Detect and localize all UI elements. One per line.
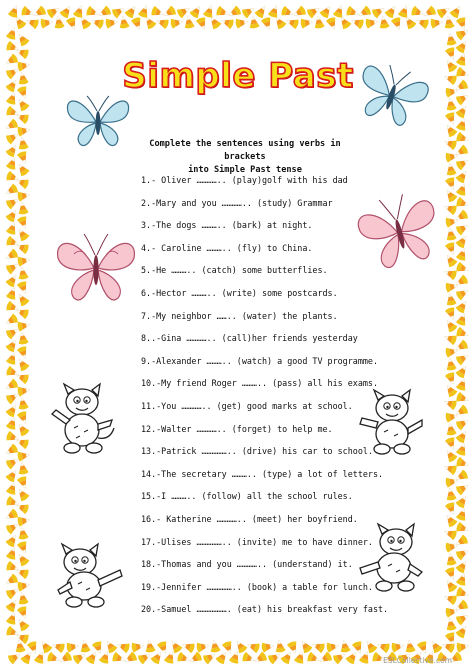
candy-corn-icon xyxy=(248,15,260,29)
candy-corn-icon xyxy=(445,422,457,436)
candy-corn-icon xyxy=(445,501,459,516)
candy-corn-icon xyxy=(352,640,366,655)
candy-corn-icon xyxy=(356,5,372,20)
candy-corn-icon xyxy=(445,617,457,631)
candy-corn-icon xyxy=(443,15,455,29)
candy-corn-icon xyxy=(300,17,314,29)
candy-corn-icon xyxy=(378,15,390,29)
candy-corn-icon xyxy=(280,6,295,20)
candy-corn-icon xyxy=(17,190,31,202)
candy-corn-icon xyxy=(66,641,80,653)
candy-corn-icon xyxy=(443,317,458,333)
candy-corn-icon xyxy=(363,638,378,654)
candy-corn-icon xyxy=(443,447,458,463)
garfield-cat-icon xyxy=(48,380,118,456)
candy-corn-icon xyxy=(333,4,347,19)
candy-corn-icon xyxy=(306,4,322,19)
candy-corn-icon xyxy=(445,436,459,451)
candy-corn-icon xyxy=(176,652,191,666)
exercise-item: 2.-Mary and you ………….. (study) Grammar xyxy=(141,197,333,208)
candy-corn-icon xyxy=(443,577,458,593)
candy-corn-icon xyxy=(122,651,138,666)
candy-corn-icon xyxy=(118,15,130,29)
candy-corn-icon xyxy=(339,639,351,653)
candy-corn-icon xyxy=(455,298,470,314)
candy-corn-icon xyxy=(443,57,458,73)
candy-corn-icon xyxy=(319,3,334,19)
candy-corn-icon xyxy=(456,52,470,67)
candy-corn-icon xyxy=(443,137,458,151)
candy-corn-icon xyxy=(455,26,471,41)
candy-corn-icon xyxy=(455,363,470,379)
candy-corn-icon xyxy=(261,16,275,31)
candy-corn-icon xyxy=(267,650,283,665)
candy-corn-icon xyxy=(17,450,31,462)
candy-corn-icon xyxy=(445,151,459,163)
candy-corn-icon xyxy=(455,416,471,431)
candy-corn-icon xyxy=(443,202,458,216)
candy-corn-icon xyxy=(449,3,464,19)
candy-corn-icon xyxy=(291,5,307,20)
candy-corn-icon xyxy=(313,15,325,29)
exercise-item: 3.-The dogs ……….. (bark) at night. xyxy=(141,220,313,231)
candy-corn-icon xyxy=(455,286,471,301)
candy-corn-icon xyxy=(170,17,184,29)
candy-corn-icon xyxy=(455,457,470,471)
candy-corn-icon xyxy=(17,345,31,360)
candy-corn-icon xyxy=(3,573,19,588)
candy-corn-icon xyxy=(311,640,326,654)
candy-corn-icon xyxy=(443,527,458,541)
candy-corn-icon xyxy=(17,540,31,555)
candy-corn-icon xyxy=(445,241,459,256)
candy-corn-icon xyxy=(252,651,268,666)
candy-corn-icon xyxy=(384,3,399,19)
candy-corn-icon xyxy=(17,60,31,72)
candy-corn-icon xyxy=(6,351,20,366)
candy-corn-icon xyxy=(455,156,471,171)
candy-corn-icon xyxy=(455,481,471,496)
candy-corn-icon xyxy=(241,4,257,19)
candy-corn-icon xyxy=(3,248,19,263)
candy-corn-icon xyxy=(96,5,112,20)
candy-corn-icon xyxy=(443,122,458,138)
candy-corn-icon xyxy=(31,5,47,20)
candy-corn-icon xyxy=(116,640,131,654)
instructions xyxy=(130,138,360,177)
candy-corn-icon xyxy=(226,5,242,20)
candy-corn-icon xyxy=(17,331,29,345)
candy-corn-icon xyxy=(456,641,470,653)
candy-corn-icon xyxy=(51,640,66,654)
candy-corn-icon xyxy=(428,638,443,654)
candy-corn-icon xyxy=(298,638,313,654)
candy-corn-icon xyxy=(443,397,458,411)
candy-corn-icon xyxy=(3,378,19,393)
candy-corn-icon xyxy=(222,640,236,655)
candy-corn-icon xyxy=(187,651,203,666)
candy-corn-icon xyxy=(17,461,29,475)
candy-corn-icon xyxy=(455,221,471,236)
exercise-item: 18.-Thomas and you ………….. (understand) it. xyxy=(141,559,353,570)
candy-corn-icon xyxy=(332,650,348,665)
candy-corn-icon xyxy=(203,4,217,19)
candy-corn-icon xyxy=(398,4,412,19)
candy-corn-icon xyxy=(181,640,196,654)
candy-corn-icon xyxy=(417,640,431,655)
candy-corn-icon xyxy=(92,640,106,655)
candy-corn-icon xyxy=(15,421,30,437)
exercise-item: 15.-I ……….. (follow) all the school rules. xyxy=(141,491,353,502)
candy-corn-icon xyxy=(456,442,470,457)
candy-corn-icon xyxy=(161,5,177,20)
exercise-item: 9.-Alexander ……….. (watch) a good TV programme. xyxy=(141,355,378,366)
candy-corn-icon xyxy=(103,638,118,654)
candy-corn-icon xyxy=(17,475,31,490)
candy-corn-icon xyxy=(287,640,301,655)
candy-corn-icon xyxy=(455,587,470,601)
candy-corn-icon xyxy=(445,32,457,46)
candy-corn-icon xyxy=(57,651,73,666)
candy-corn-icon xyxy=(90,16,105,30)
candy-corn-icon xyxy=(445,281,459,293)
candy-corn-icon xyxy=(456,182,470,197)
candy-corn-icon xyxy=(183,15,195,29)
candy-corn-icon xyxy=(455,38,470,54)
candy-corn-icon xyxy=(445,606,459,618)
candy-corn-icon xyxy=(3,53,19,68)
candy-corn-icon xyxy=(17,385,31,397)
candy-corn-icon xyxy=(189,3,204,19)
candy-corn-icon xyxy=(17,515,31,527)
blue-butterfly-icon xyxy=(352,62,430,132)
candy-corn-icon xyxy=(168,638,183,654)
candy-corn-icon xyxy=(17,410,31,425)
candy-corn-icon xyxy=(443,382,458,398)
candy-corn-icon xyxy=(6,91,20,106)
candy-corn-icon xyxy=(445,566,459,581)
candy-corn-icon xyxy=(350,16,365,30)
candy-corn-icon xyxy=(455,233,470,249)
candy-corn-icon xyxy=(455,428,470,444)
candy-corn-icon xyxy=(455,103,470,119)
candy-corn-icon xyxy=(455,327,470,341)
candy-corn-icon xyxy=(15,291,30,307)
exercise-item: 19.-Jennifer …………….. (book) a table for lunch. xyxy=(141,581,373,592)
candy-corn-icon xyxy=(241,652,256,666)
candy-corn-icon xyxy=(421,5,437,20)
exercise-item: 7.-My neighbor …….. (water) the plants. xyxy=(141,310,338,321)
candy-corn-icon xyxy=(456,312,470,327)
exercise-item: 11.-You ………….. (get) good marks at school. xyxy=(141,400,353,411)
candy-corn-icon xyxy=(254,3,269,19)
candy-corn-icon xyxy=(131,641,145,653)
candy-corn-icon xyxy=(79,639,91,653)
candy-corn-icon xyxy=(455,546,471,561)
exercise-item: 4.- Caroline ……….. (fly) to China. xyxy=(141,242,313,253)
candy-corn-icon xyxy=(15,356,30,372)
candy-corn-icon xyxy=(345,6,360,20)
candy-corn-icon xyxy=(73,4,87,19)
candy-corn-icon xyxy=(6,546,20,561)
candy-corn-icon xyxy=(376,640,391,654)
pink-butterfly-icon xyxy=(52,228,140,312)
candy-corn-icon xyxy=(124,3,139,19)
candy-corn-icon xyxy=(445,487,457,501)
candy-corn-icon xyxy=(455,132,470,146)
candy-corn-icon xyxy=(17,280,31,295)
instructions-line: Complete the sentences using verbs in brackets xyxy=(149,139,341,162)
candy-corn-icon xyxy=(455,558,470,574)
candy-corn-icon xyxy=(443,462,458,476)
candy-corn-icon xyxy=(326,641,340,653)
candy-corn-icon xyxy=(15,226,30,242)
candy-corn-icon xyxy=(365,17,379,29)
candy-corn-icon xyxy=(17,526,29,540)
candy-corn-icon xyxy=(17,85,31,100)
candy-corn-icon xyxy=(17,201,29,215)
candy-corn-icon xyxy=(443,267,458,281)
candy-corn-icon xyxy=(455,522,470,536)
candy-corn-icon xyxy=(150,6,165,20)
candy-corn-icon xyxy=(317,651,333,666)
candy-corn-icon xyxy=(6,481,20,496)
candy-corn-icon xyxy=(6,611,20,626)
worksheet-title: Simple Past xyxy=(122,56,354,96)
candy-corn-icon xyxy=(17,136,29,150)
candy-corn-icon xyxy=(220,16,235,30)
candy-corn-icon xyxy=(6,286,20,301)
candy-corn-icon xyxy=(306,652,321,666)
candy-corn-icon xyxy=(53,15,65,29)
candy-corn-icon xyxy=(137,650,153,665)
candy-corn-icon xyxy=(6,26,20,41)
candy-corn-icon xyxy=(445,46,459,61)
exercise-item: 14.-The secretary ……….. (type) a lot of letters. xyxy=(141,468,384,479)
candy-corn-icon xyxy=(246,640,261,654)
candy-corn-icon xyxy=(445,162,457,176)
candy-corn-icon xyxy=(445,216,459,228)
candy-corn-icon xyxy=(233,638,248,654)
candy-corn-icon xyxy=(6,221,20,236)
exercise-item: 16.- Katherine ………….. (meet) her boyfriend. xyxy=(141,513,358,524)
candy-corn-icon xyxy=(17,215,31,230)
candy-corn-icon xyxy=(445,306,459,321)
candy-corn-icon xyxy=(15,486,30,502)
candy-corn-icon xyxy=(17,71,29,85)
candy-corn-icon xyxy=(17,396,29,410)
exercise-item: 20.-Samuel ………………. (eat) his breakfast very fast. xyxy=(141,604,389,615)
candy-corn-icon xyxy=(131,16,145,31)
candy-corn-icon xyxy=(111,4,127,19)
candy-corn-icon xyxy=(17,320,31,332)
candy-corn-icon xyxy=(455,493,470,509)
candy-corn-icon xyxy=(445,541,459,553)
candy-corn-icon xyxy=(59,3,74,19)
candy-corn-icon xyxy=(445,371,459,386)
candy-corn-icon xyxy=(15,616,30,632)
candy-corn-icon xyxy=(85,6,100,20)
candy-corn-icon xyxy=(430,17,444,29)
candy-corn-icon xyxy=(15,31,30,47)
candy-corn-icon xyxy=(455,262,470,276)
candy-corn-icon xyxy=(455,392,470,406)
instructions-line: into Simple Past tense xyxy=(188,165,302,175)
candy-corn-icon xyxy=(17,125,31,137)
candy-corn-icon xyxy=(443,187,458,203)
candy-corn-icon xyxy=(40,17,54,29)
candy-corn-icon xyxy=(445,357,457,371)
blue-butterfly-icon xyxy=(62,92,134,152)
candy-corn-icon xyxy=(105,17,119,29)
candy-corn-icon xyxy=(410,6,425,20)
candy-corn-icon xyxy=(445,552,457,566)
candy-corn-icon xyxy=(445,111,459,126)
candy-corn-icon xyxy=(445,86,459,98)
candy-corn-icon xyxy=(391,16,405,31)
candy-corn-icon xyxy=(202,650,218,665)
exercise-item: 5.-He ……….. (catch) some butterflies. xyxy=(141,265,328,276)
candy-corn-icon xyxy=(443,512,458,528)
candy-corn-icon xyxy=(235,17,249,29)
candy-corn-icon xyxy=(404,639,416,653)
candy-corn-icon xyxy=(144,639,156,653)
candy-corn-icon xyxy=(15,96,30,112)
candy-corn-icon xyxy=(415,16,430,30)
watermark: ESLCollective.com xyxy=(383,656,452,665)
candy-corn-icon xyxy=(445,476,459,488)
candy-corn-icon xyxy=(27,640,41,655)
candy-corn-icon xyxy=(155,16,170,30)
candy-corn-icon xyxy=(455,168,470,184)
candy-corn-icon xyxy=(455,91,471,106)
candy-corn-icon xyxy=(176,4,192,19)
candy-corn-icon xyxy=(274,639,286,653)
candy-corn-icon xyxy=(443,332,458,346)
candy-corn-icon xyxy=(72,650,88,665)
candy-corn-icon xyxy=(456,507,470,522)
candy-corn-icon xyxy=(3,118,19,133)
candy-corn-icon xyxy=(443,252,458,268)
candy-corn-icon xyxy=(3,508,19,523)
candy-corn-icon xyxy=(455,67,470,81)
candy-corn-icon xyxy=(456,16,470,31)
candy-corn-icon xyxy=(66,16,80,31)
candy-corn-icon xyxy=(456,572,470,587)
exercise-item: 17.-Ulises …………….. (invite) me to have dinner. xyxy=(141,536,373,547)
candy-corn-icon xyxy=(6,416,20,431)
candy-corn-icon xyxy=(111,652,126,666)
candy-corn-icon xyxy=(46,4,62,19)
candy-corn-icon xyxy=(209,639,221,653)
candy-corn-icon xyxy=(456,247,470,262)
candy-corn-icon xyxy=(445,97,457,111)
candy-corn-icon xyxy=(436,4,452,19)
candy-corn-icon xyxy=(456,377,470,392)
candy-corn-icon xyxy=(443,592,458,606)
candy-corn-icon xyxy=(445,411,459,423)
candy-corn-icon xyxy=(326,16,340,31)
candy-corn-icon xyxy=(157,640,171,655)
candy-corn-icon xyxy=(17,580,31,592)
candy-corn-icon xyxy=(371,4,387,19)
candy-corn-icon xyxy=(15,161,30,177)
candy-corn-icon xyxy=(445,176,459,191)
candy-corn-icon xyxy=(20,6,35,20)
candy-corn-icon xyxy=(445,346,459,358)
candy-corn-icon xyxy=(17,605,31,620)
candy-corn-icon xyxy=(285,16,300,30)
candy-corn-icon xyxy=(268,4,282,19)
candy-corn-icon xyxy=(455,351,471,366)
candy-corn-icon xyxy=(8,4,22,19)
exercise-item: 10.-My friend Roger ……….. (pass) all his exams. xyxy=(141,378,378,389)
candy-corn-icon xyxy=(215,6,230,20)
candy-corn-icon xyxy=(17,150,31,165)
candy-corn-icon xyxy=(261,641,275,653)
candy-corn-icon xyxy=(455,623,470,639)
candy-corn-icon xyxy=(455,197,470,211)
candy-corn-icon xyxy=(7,650,23,665)
candy-corn-icon xyxy=(455,611,471,626)
candy-corn-icon xyxy=(445,292,457,306)
candy-corn-icon xyxy=(17,591,29,605)
candy-corn-icon xyxy=(3,313,19,328)
candy-corn-icon xyxy=(38,638,53,654)
candy-corn-icon xyxy=(196,16,210,31)
candy-corn-icon xyxy=(456,117,470,132)
exercise-item: 6.-Hector ……….. (write) some postcards. xyxy=(141,287,338,298)
candy-corn-icon xyxy=(15,551,30,567)
candy-corn-icon xyxy=(3,183,19,198)
candy-corn-icon xyxy=(445,227,457,241)
candy-corn-icon xyxy=(46,652,61,666)
exercise-item: 1.- Oliver ………….. (play)golf with his dad xyxy=(141,175,348,185)
candy-corn-icon xyxy=(6,156,20,171)
candy-corn-icon xyxy=(17,255,31,267)
candy-corn-icon xyxy=(3,443,19,458)
exercise-list xyxy=(141,173,388,625)
exercise-item: 13.-Patrick …………….. (drive) his car to school. xyxy=(141,446,373,457)
candy-corn-icon xyxy=(196,641,210,653)
garfield-cat-icon xyxy=(50,540,126,610)
exercise-item: 8..-Gina ………….. (call)her friends yesterday xyxy=(141,333,358,344)
candy-corn-icon xyxy=(138,4,152,19)
candy-corn-icon xyxy=(25,16,40,30)
candy-corn-icon xyxy=(17,266,29,280)
candy-corn-icon xyxy=(443,72,458,86)
candy-corn-icon xyxy=(391,641,405,653)
exercise-item: 12.-Walter ………….. (forget) to help me. xyxy=(141,423,333,434)
